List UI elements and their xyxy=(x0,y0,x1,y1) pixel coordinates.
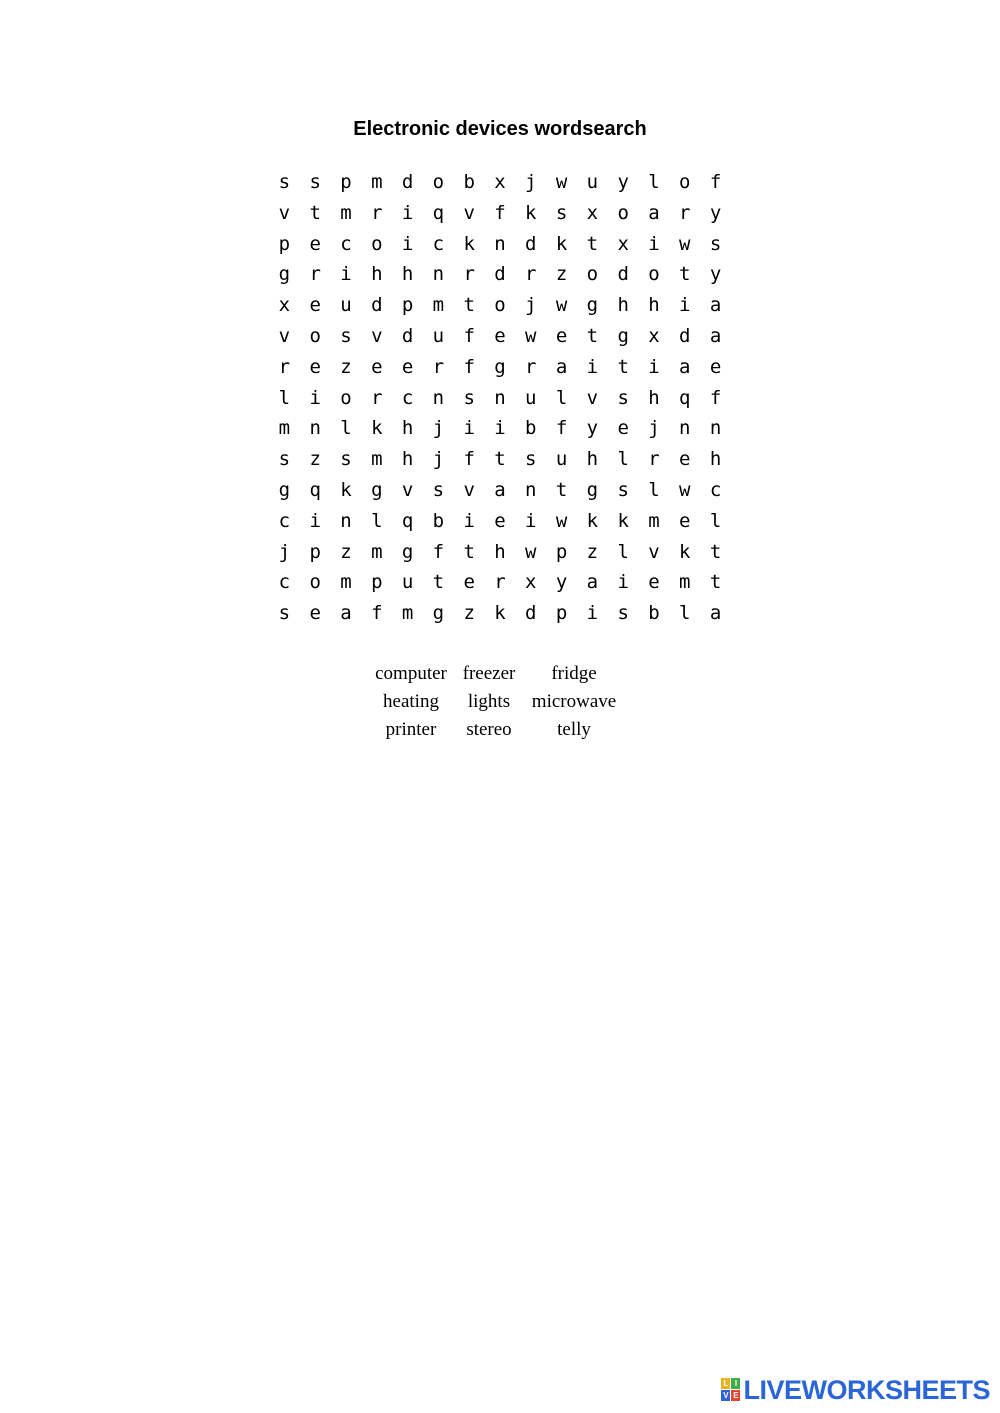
grid-cell: n xyxy=(309,417,321,440)
grid-cell: j xyxy=(432,417,445,440)
grid-cell: d xyxy=(401,171,414,193)
logo-letter: E xyxy=(733,1391,739,1400)
grid-cell: o xyxy=(432,171,445,193)
grid-cell: i xyxy=(494,417,506,440)
grid-row xyxy=(269,506,731,537)
grid-cell: x xyxy=(494,171,506,193)
grid-cell: r xyxy=(278,355,291,378)
grid-cell: f xyxy=(463,324,475,347)
grid-cell: v xyxy=(586,386,599,409)
grid-cell: g xyxy=(494,355,506,378)
grid-cell: x xyxy=(617,232,629,255)
grid-cell: d xyxy=(525,232,537,255)
grid-cell: t xyxy=(432,571,445,594)
grid-cell: x xyxy=(525,571,537,594)
grid-cell: f xyxy=(371,602,383,625)
grid-cell: i xyxy=(679,294,691,317)
word-list xyxy=(368,660,628,744)
word-list-item: freezer xyxy=(462,663,516,684)
grid-cell: d xyxy=(371,294,383,317)
word-list-row xyxy=(368,716,628,744)
grid-cell: o xyxy=(617,201,629,224)
grid-cell: e xyxy=(709,355,722,378)
grid-cell: k xyxy=(679,540,691,563)
grid-cell: w xyxy=(555,171,568,193)
grid-cell: e xyxy=(401,355,414,378)
grid-cell: n xyxy=(432,386,445,409)
word-list-item: telly xyxy=(557,719,591,740)
grid-row xyxy=(269,198,731,229)
grid-cell: n xyxy=(494,386,506,409)
grid-cell: u xyxy=(432,324,445,347)
grid-cell: e xyxy=(309,602,321,625)
grid-cell: e xyxy=(679,509,691,532)
grid-cell: s xyxy=(340,324,352,347)
grid-cell: i xyxy=(401,232,414,255)
grid-cell: c xyxy=(709,478,722,501)
grid-cell: b xyxy=(648,602,660,625)
grid-cell: g xyxy=(432,602,445,625)
grid-cell: z xyxy=(586,540,599,563)
grid-cell: d xyxy=(494,263,506,286)
grid-cell: k xyxy=(525,201,537,224)
grid-cell: t xyxy=(555,478,568,501)
grid-cell: h xyxy=(617,294,629,317)
grid-cell: f xyxy=(709,171,722,193)
grid-cell: v xyxy=(463,478,475,501)
grid-cell: r xyxy=(371,201,383,224)
grid-cell: u xyxy=(340,294,352,317)
grid-cell: w xyxy=(525,540,537,563)
grid-cell: m xyxy=(371,448,383,471)
grid-cell: r xyxy=(309,263,321,286)
grid-cell: g xyxy=(278,478,291,501)
grid-cell: t xyxy=(463,540,475,563)
grid-cell: i xyxy=(586,355,599,378)
logo-letter: L xyxy=(721,1378,730,1389)
grid-cell: e xyxy=(648,571,660,594)
grid-cell: p xyxy=(309,540,321,563)
word-list-item: lights xyxy=(467,691,511,712)
grid-cell: n xyxy=(340,509,352,532)
grid-cell: i xyxy=(463,509,475,532)
grid-row xyxy=(269,383,731,414)
grid-cell: b xyxy=(432,509,445,532)
grid-cell: s xyxy=(709,232,722,255)
grid-cell: l xyxy=(555,386,568,409)
grid-cell: l xyxy=(617,540,629,563)
logo-letter: V xyxy=(723,1391,729,1400)
grid-cell: m xyxy=(340,571,352,594)
grid-cell: q xyxy=(401,509,414,532)
grid-cell: n xyxy=(709,417,722,440)
grid-cell: e xyxy=(617,417,629,440)
grid-cell: p xyxy=(371,571,383,594)
grid-cell: i xyxy=(525,509,537,532)
grid-cell: d xyxy=(401,324,414,347)
grid-cell: t xyxy=(586,324,599,347)
grid-cell: u xyxy=(586,171,599,193)
grid-cell: r xyxy=(525,355,537,378)
grid-cell: e xyxy=(494,509,506,532)
grid-cell: c xyxy=(401,386,414,409)
grid-row xyxy=(269,290,731,321)
grid-cell: u xyxy=(401,571,414,594)
grid-cell: s xyxy=(309,171,321,193)
grid-cell: l xyxy=(340,417,352,440)
grid-cell: o xyxy=(309,571,321,594)
grid-row xyxy=(269,444,731,475)
liveworksheets-branding xyxy=(721,1375,990,1405)
grid-cell: s xyxy=(432,478,445,501)
grid-cell: a xyxy=(648,201,660,224)
grid-cell: h xyxy=(401,263,414,286)
grid-cell: t xyxy=(709,571,722,594)
grid-cell: v xyxy=(401,478,414,501)
grid-cell: i xyxy=(648,355,660,378)
grid-cell: r xyxy=(648,448,660,471)
grid-cell: q xyxy=(309,478,321,501)
grid-cell: e xyxy=(309,355,321,378)
grid-cell: x xyxy=(648,324,660,347)
word-list-row xyxy=(368,688,628,716)
grid-row xyxy=(269,259,731,290)
grid-cell: k xyxy=(586,509,599,532)
grid-cell: o xyxy=(371,232,383,255)
grid-row xyxy=(269,537,731,568)
word-list-item: computer xyxy=(375,663,447,684)
grid-cell: m xyxy=(371,171,383,193)
grid-cell: j xyxy=(525,294,537,317)
grid-cell: t xyxy=(679,263,691,286)
grid-cell: c xyxy=(278,571,291,594)
grid-cell: a xyxy=(679,355,691,378)
grid-cell: l xyxy=(709,509,722,532)
grid-cell: h xyxy=(371,263,383,286)
grid-cell: c xyxy=(340,232,352,255)
grid-cell: v xyxy=(371,324,383,347)
grid-cell: m xyxy=(371,540,383,563)
grid-cell: v xyxy=(278,201,291,224)
grid-cell: s xyxy=(555,201,568,224)
grid-cell: p xyxy=(555,540,568,563)
grid-cell: z xyxy=(555,263,568,286)
grid-cell: n xyxy=(494,232,506,255)
grid-cell: z xyxy=(340,355,352,378)
grid-cell: w xyxy=(555,294,568,317)
grid-cell: y xyxy=(586,417,599,440)
grid-cell: a xyxy=(709,602,722,625)
grid-cell: e xyxy=(494,324,506,347)
grid-cell: l xyxy=(648,171,660,193)
grid-cell: e xyxy=(309,232,321,255)
grid-row xyxy=(269,598,731,629)
grid-cell: a xyxy=(709,294,722,317)
grid-cell: y xyxy=(617,171,629,193)
grid-cell: h xyxy=(401,417,414,440)
grid-cell: d xyxy=(679,324,691,347)
grid-cell: z xyxy=(340,540,352,563)
grid-cell: e xyxy=(679,448,691,471)
grid-cell: o xyxy=(494,294,506,317)
word-list-item: printer xyxy=(385,719,437,740)
grid-cell: s xyxy=(278,448,291,471)
grid-cell: i xyxy=(401,201,414,224)
grid-cell: z xyxy=(309,448,321,471)
grid-cell: g xyxy=(586,478,599,501)
grid-cell: p xyxy=(401,294,414,317)
grid-cell: j xyxy=(648,417,660,440)
grid-cell: k xyxy=(555,232,568,255)
grid-cell: l xyxy=(617,448,629,471)
grid-cell: d xyxy=(617,263,629,286)
grid-cell: r xyxy=(371,386,383,409)
grid-cell: k xyxy=(340,478,352,501)
grid-cell: j xyxy=(525,171,537,193)
grid-cell: h xyxy=(494,540,506,563)
grid-cell: i xyxy=(309,509,321,532)
grid-cell: f xyxy=(555,417,568,440)
grid-cell: d xyxy=(525,602,537,625)
grid-cell: r xyxy=(525,263,537,286)
grid-cell: f xyxy=(709,386,722,409)
grid-cell: r xyxy=(494,571,506,594)
liveworksheets-logo-icon xyxy=(721,1378,741,1402)
grid-row xyxy=(269,352,731,383)
word-list-item: stereo xyxy=(466,719,512,740)
grid-cell: x xyxy=(278,294,291,317)
grid-cell: w xyxy=(555,509,568,532)
grid-cell: i xyxy=(648,232,660,255)
page-title: Electronic devices wordsearch xyxy=(353,118,647,140)
grid-cell: h xyxy=(648,294,660,317)
grid-cell: l xyxy=(371,509,383,532)
grid-cell: r xyxy=(432,355,445,378)
grid-cell: x xyxy=(586,201,599,224)
grid-cell: t xyxy=(309,201,321,224)
grid-cell: m xyxy=(648,509,660,532)
grid-cell: b xyxy=(525,417,537,440)
grid-cell: w xyxy=(679,232,691,255)
grid-cell: t xyxy=(586,232,599,255)
grid-cell: t xyxy=(709,540,722,563)
grid-cell: e xyxy=(463,571,475,594)
grid-cell: k xyxy=(617,509,629,532)
grid-cell: i xyxy=(617,571,629,594)
grid-cell: o xyxy=(679,171,691,193)
brand-name: LIVEWORKSHEETS xyxy=(743,1374,990,1405)
grid-cell: i xyxy=(309,386,321,409)
grid-cell: v xyxy=(648,540,660,563)
grid-cell: f xyxy=(494,201,506,224)
word-list-row xyxy=(368,660,628,688)
word-list-item: microwave xyxy=(531,691,617,712)
grid-cell: s xyxy=(340,448,352,471)
grid-cell: v xyxy=(463,201,475,224)
grid-cell: y xyxy=(709,263,722,286)
grid-cell: m xyxy=(679,571,691,594)
grid-cell: o xyxy=(309,324,321,347)
grid-cell: k xyxy=(463,232,475,255)
grid-cell: g xyxy=(401,540,414,563)
grid-row xyxy=(269,413,731,444)
wordsearch-grid xyxy=(269,167,731,629)
logo-letter: I xyxy=(731,1378,740,1389)
grid-cell: s xyxy=(525,448,537,471)
grid-cell: w xyxy=(525,324,537,347)
grid-row xyxy=(269,321,731,352)
grid-cell: l xyxy=(679,602,691,625)
grid-cell: i xyxy=(340,263,352,286)
grid-cell: p xyxy=(278,232,291,255)
grid-cell: a xyxy=(494,478,506,501)
grid-cell: t xyxy=(463,294,475,317)
grid-cell: l xyxy=(648,478,660,501)
grid-cell: a xyxy=(340,602,352,625)
grid-cell: g xyxy=(371,478,383,501)
grid-cell: k xyxy=(371,417,383,440)
grid-cell: f xyxy=(463,448,475,471)
grid-cell: t xyxy=(494,448,506,471)
grid-cell: i xyxy=(463,417,475,440)
grid-cell: g xyxy=(586,294,599,317)
grid-cell: r xyxy=(463,263,475,286)
grid-cell: a xyxy=(709,324,722,347)
grid-cell: y xyxy=(709,201,722,224)
grid-cell: u xyxy=(555,448,568,471)
grid-row xyxy=(269,229,731,260)
grid-row xyxy=(269,567,731,598)
grid-cell: m xyxy=(278,417,291,440)
grid-cell: q xyxy=(679,386,691,409)
grid-cell: t xyxy=(617,355,629,378)
grid-cell: m xyxy=(340,201,352,224)
grid-row xyxy=(269,475,731,506)
grid-cell: m xyxy=(401,602,414,625)
grid-cell: a xyxy=(555,355,568,378)
grid-cell: p xyxy=(555,602,568,625)
grid-cell: s xyxy=(617,602,629,625)
grid-cell: a xyxy=(586,571,599,594)
grid-cell: c xyxy=(278,509,291,532)
grid-cell: f xyxy=(432,540,445,563)
grid-cell: j xyxy=(432,448,445,471)
grid-cell: n xyxy=(525,478,537,501)
grid-cell: h xyxy=(401,448,414,471)
grid-cell: q xyxy=(432,201,445,224)
grid-cell: g xyxy=(617,324,629,347)
grid-cell: e xyxy=(555,324,568,347)
grid-cell: y xyxy=(555,571,568,594)
grid-cell: s xyxy=(278,171,291,193)
grid-cell: i xyxy=(586,602,599,625)
grid-cell: c xyxy=(432,232,445,255)
grid-cell: s xyxy=(617,386,629,409)
grid-cell: p xyxy=(340,171,352,193)
grid-row xyxy=(269,167,731,198)
grid-cell: o xyxy=(586,263,599,286)
grid-cell: e xyxy=(371,355,383,378)
grid-cell: j xyxy=(278,540,291,563)
grid-cell: w xyxy=(679,478,691,501)
grid-cell: e xyxy=(309,294,321,317)
grid-cell: v xyxy=(278,324,291,347)
grid-cell: h xyxy=(586,448,599,471)
grid-cell: s xyxy=(278,602,291,625)
word-list-item: fridge xyxy=(551,663,597,684)
grid-cell: h xyxy=(648,386,660,409)
grid-cell: n xyxy=(432,263,445,286)
grid-cell: s xyxy=(463,386,475,409)
word-list-item: heating xyxy=(383,691,439,712)
grid-cell: l xyxy=(278,386,291,409)
grid-cell: u xyxy=(525,386,537,409)
grid-cell: b xyxy=(463,171,475,193)
grid-cell: n xyxy=(679,417,691,440)
grid-cell: k xyxy=(494,602,506,625)
grid-cell: z xyxy=(463,602,475,625)
grid-cell: g xyxy=(278,263,291,286)
grid-cell: f xyxy=(463,355,475,378)
grid-cell: h xyxy=(709,448,722,471)
grid-cell: o xyxy=(648,263,660,286)
grid-cell: r xyxy=(679,201,691,224)
grid-cell: o xyxy=(340,386,352,409)
grid-cell: s xyxy=(617,478,629,501)
grid-cell: m xyxy=(432,294,445,317)
